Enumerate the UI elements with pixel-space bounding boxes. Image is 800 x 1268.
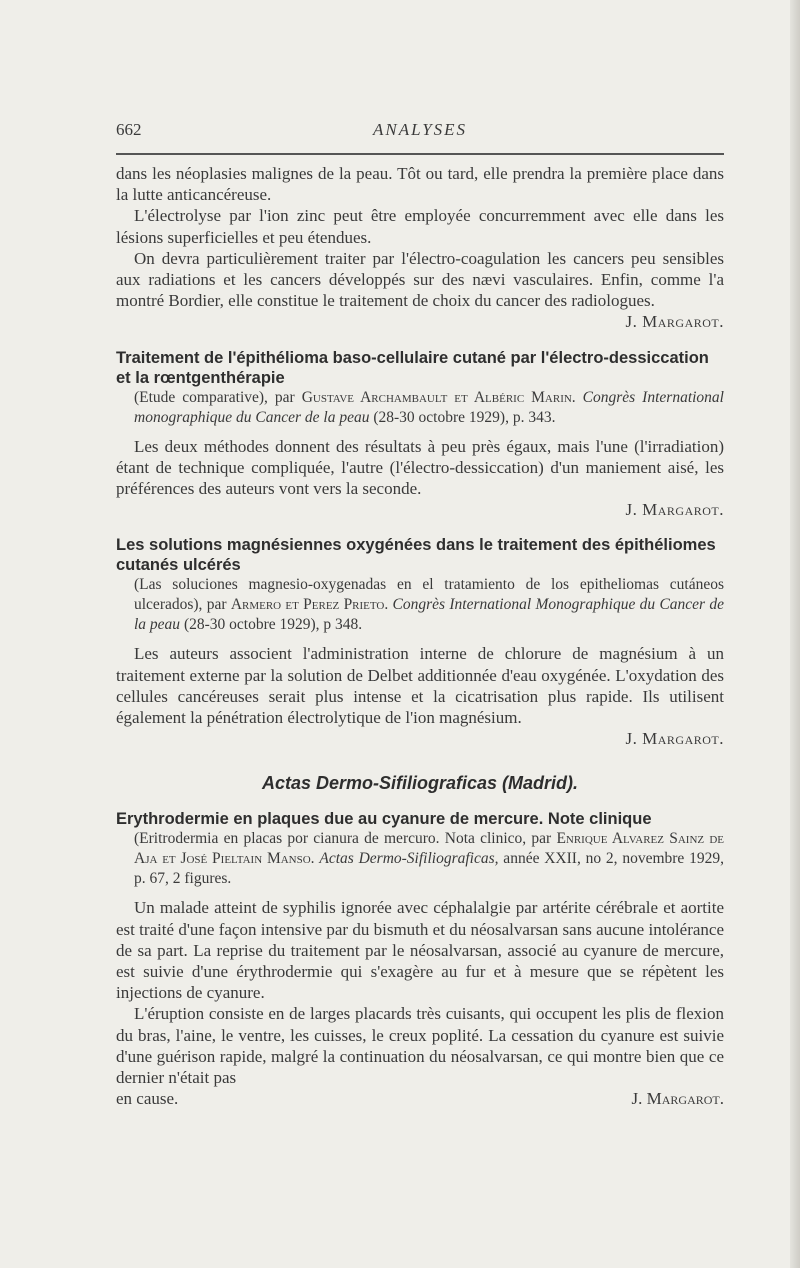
entry-3-body-end: en cause.	[116, 1089, 179, 1109]
entry-3-title: Erythrodermie en plaques due au cyanure de mercure. Note clinique	[116, 810, 652, 829]
entry-3-signature: J. Margarot.	[631, 1089, 724, 1109]
entry-3-body-1: Un malade atteint de syphilis ignorée avec céphalalgie par artérite cérébrale et aortite est traité d'une façon intensive par du bismuth et du néosalvarsan sans aucune intolérance de sa part. La reprise du traitement par le néosalvarsan, associé au cyanure de mercure, est suivie d'une érythrodermie qui s'exagère au fur et à mesure que se répètent les injections de cyanure.	[116, 898, 724, 1003]
entry-1-body: Les deux méthodes donnent des résultats à peu près égaux, mais l'une (l'irradiation) étant de technique compliquée, l'autre (l'électro-dessiccation) d'un maniement aisé, les préférences des auteurs vont vers la seconde.	[116, 436, 724, 499]
entry-2-signature: J. Margarot.	[625, 729, 724, 749]
abstract-entry-2	[116, 535, 724, 749]
entry-2-citation: (Las soluciones magnesio-oxygenadas en el tratamiento de los epitheliomas cutáneos ulcerados), par Armero et Perez Prieto. Congrès International Monographique du Cancer de la peau (28-30 octobre 1929), p 348.	[134, 576, 724, 634]
entry-1-signature: J. Margarot.	[625, 500, 724, 520]
entry-1-citation: (Etude comparative), par Gustave Archambault et Albéric Marin. Congrès International monographique du Cancer de la peau (28-30 octobre 1929), p. 343.	[134, 388, 724, 426]
intro-signature: J. Margarot.	[625, 312, 724, 332]
entry-2-title: Les solutions magnésiennes oxygénées dans le traitement des épithéliomes cutanés ulcérés	[116, 536, 716, 575]
section-heading: Actas Dermo-Sifiliograficas (Madrid).	[261, 773, 579, 794]
running-title: ANALYSES	[372, 120, 468, 139]
entry-3-citation: (Eritrodermia en placas por cianura de mercuro. Nota clinico, par Enrique Alvarez Sainz de Aja et José Pieltain Manso. Actas Dermo-Sifiliograficas, année XXII, no 2, novembre 1929, p. 67, 2 figures.	[134, 830, 725, 888]
text-column	[116, 163, 724, 1109]
intro-paragraph-1: dans les néoplasies malignes de la peau. Tôt ou tard, elle prendra la première place dans la lutte anticancéreuse.	[116, 164, 724, 205]
page-header	[116, 120, 724, 144]
entry-3-body-2: L'éruption consiste en de larges placards très cuisants, qui occupent les plis de flexion du bras, l'aine, le ventre, les cuisses, le creux poplité. La cessation du cyanure est suivie d'une guérison rapide, malgré la continuation du néosalvarsan, ce qui montre bien que ce dernier n'était pas	[116, 1004, 724, 1088]
abstract-entry-1	[116, 348, 724, 521]
intro-paragraph-3: On devra particulièrement traiter par l'électro-coagulation les cancers peu sensibles aux radiations et les cancers développés sur des nævi vasculaires. Enfin, comme l'a montré Bordier, elle constitue le traitement de choix du cancer des radiologues.	[116, 248, 724, 311]
header-rule	[116, 153, 724, 155]
page-edge-shadow	[790, 0, 800, 1268]
intro-paragraph-2: L'électrolyse par l'ion zinc peut être employée concurremment avec elle dans les lésions superficielles et peu étendues.	[116, 206, 724, 247]
page-number: 662	[116, 120, 142, 139]
entry-1-title: Traitement de l'épithélioma baso-cellulaire cutané par l'électro-dessiccation et la rœntgenthérapie	[116, 348, 709, 387]
entry-3-closing-line	[116, 1088, 724, 1109]
entry-2-body: Les auteurs associent l'administration interne de chlorure de magnésium à un traitement externe par la solution de Delbet additionnée d'eau oxygénée. L'oxydation des cellules cancéreuses serait plus intense et la cicatrisation plus rapide. Ils utilisent également la pénétration électrolytique de l'ion magnésium.	[116, 644, 724, 728]
abstract-entry-3	[116, 809, 724, 1109]
